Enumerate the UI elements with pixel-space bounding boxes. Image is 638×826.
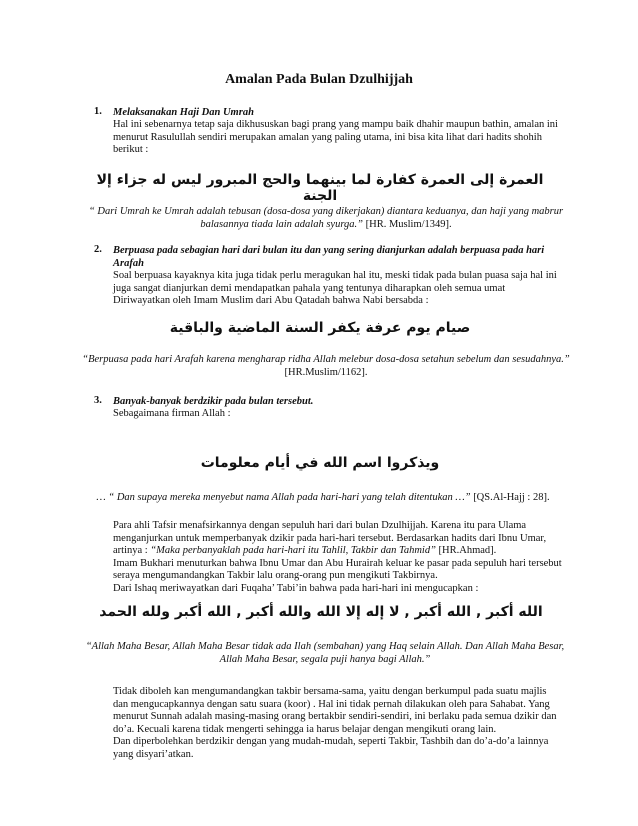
section-1-arabic-hadith: العمرة إلى العمرة كفارة لما بينهما والحج المبرور ليس له جزاء إلا الجنة xyxy=(96,172,544,204)
paragraph-line: Imam Bukhari menuturkan bahwa Ibnu Umar dan Abu Hurairah keluar ke pasar pada sepuluh hari tersebut xyxy=(113,557,562,569)
section-3-arabic-takbir: الله أكبر , الله أكبر , لا إله إلا الله والله أكبر , الله أكبر ولله الحمد xyxy=(99,604,543,620)
paragraph-line: Para ahli Tafsir menafsirkannya dengan sepuluh hari dari bulan Dzulhijjah. Karena itu para Ulama xyxy=(113,520,527,531)
section-3-intro: Sebagaimana firman Allah : xyxy=(113,408,231,419)
section-1-translation xyxy=(66,205,586,231)
paragraph-line: Dari Ishaq meriwayatkan dari Fuqaha’ Tabi’in bahwa pada hari-hari ini mengucapkan : xyxy=(113,582,479,594)
paragraph-line: Hal ini sebenarnya tetap saja dikhususkan bagi prang yang mampu baik dhahir maupun bathin, amalan ini xyxy=(113,119,558,130)
paragraph-line: juga sangat dianjurkan demi mendapatkan pahala yang tentunya diharapkan oleh semua umat xyxy=(113,282,506,294)
section-3-takbir-translation xyxy=(70,640,580,666)
paragraph-line: Soal berpuasa kayaknya kita juga tidak perlu meragukan hal itu, meski tidak pada bulan puasa saja hal ini xyxy=(113,270,557,281)
hadith-reference: [HR.Muslim/1162]. xyxy=(284,367,368,378)
hadith-reference: [HR.Ahmad]. xyxy=(435,545,497,556)
translation-line: Allah Maha Besar, segala puji hanya bagi Allah.” xyxy=(219,654,431,665)
section-3-verse-translation xyxy=(78,491,568,504)
section-2-translation xyxy=(66,353,586,379)
section-2-paragraph xyxy=(113,270,583,308)
paragraph-line: do’a. Kecuali karena tidak mengerti sehingga ia harus belajar dengan mengikuti orang lain. xyxy=(113,723,497,735)
paragraph-line: menurut Sunnah adalah masing-masing orang bertakbir sendiri-sendiri, ini berlaku pada semua dzikir dan xyxy=(113,711,557,722)
paragraph-line: dan mengucapkannya dengan satu suara (koor) . Hal ini tidak pernah dilakukan oleh para Sahabat. Yang xyxy=(113,698,550,710)
paragraph-line: Tidak diboleh kan mengumandangkan takbir bersama-sama, yaitu dengan berkumpul pada suatu majlis xyxy=(113,686,547,697)
paragraph-line: Dan diperbolehkan berdzikir dengan yang mudah-mudah, seperti Takbir, Tashbih dan do’a-do’a lainnya xyxy=(113,736,549,747)
heading-line: Berpuasa pada sebagian hari dari bulan itu dan yang sering dianjurkan adalah berpuasa pada hari xyxy=(113,245,545,256)
translation-line: “Berpuasa pada hari Arafah karena mengharap ridha Allah melebur dosa-dosa setahun sebelum dan sesudahnya.” xyxy=(82,354,570,365)
paragraph-line: Diriwayatkan oleh Imam Muslim dari Abu Qatadah bahwa Nabi bersabda : xyxy=(113,295,429,306)
translation-line: balasannya tiada lain adalah syurga.” xyxy=(200,219,366,230)
section-1-heading: Melaksanakan Haji Dan Umrah xyxy=(113,107,254,118)
paragraph-line: berikut : xyxy=(113,144,149,155)
translation-line: … “ Dan supaya mereka menyebut nama Allah pada hari-hari yang telah ditentukan …” xyxy=(96,492,474,503)
section-3-number: 3. xyxy=(94,395,102,406)
section-2-arabic-hadith: صيام يوم عرفة يكفر السنة الماضية والباقية xyxy=(169,320,471,336)
section-1-number: 1. xyxy=(94,106,102,117)
page-title: Amalan Pada Bulan Dzulhijjah xyxy=(225,72,413,87)
hadith-reference: [HR. Muslim/1349]. xyxy=(365,219,452,230)
hadith-quote: “Maka perbanyaklah pada hari-hari itu Tahlil, Takbir dan Tahmid” xyxy=(150,545,436,556)
heading-line: Arafah xyxy=(113,258,144,269)
verse-reference: [QS.Al-Hajj : 28]. xyxy=(473,492,550,503)
section-3-paragraph-2 xyxy=(113,520,583,595)
paragraph-line: menganjurkan untuk memperbanyak dzikir pada hari-hari tersebut. Berdasarkan hadits dari Ibnu Umar, xyxy=(113,532,547,544)
translation-line: “Allah Maha Besar, Allah Maha Besar tidak ada Ilah (sembahan) yang Haq selain Allah. Dan Allah Maha Besar, xyxy=(85,641,565,652)
paragraph-text: artinya : xyxy=(113,545,151,556)
translation-line: “ Dari Umrah ke Umrah adalah tebusan (dosa-dosa yang dikerjakan) diantara keduanya, dan haji yang mabrur xyxy=(88,206,564,217)
paragraph-line: menurut Rasulullah sendiri merupakan amalan yang paling utama, ini bisa kita lihat dari hadits shohih xyxy=(113,131,542,143)
section-3-paragraph-3 xyxy=(113,686,583,761)
section-1-paragraph xyxy=(113,119,583,157)
section-3-heading: Banyak-banyak berdzikir pada bulan tersebut. xyxy=(113,396,314,407)
section-3-arabic-verse: ويذكروا اسم الله في أيام معلومات xyxy=(200,455,440,471)
paragraph-line: yang disyari’atkan. xyxy=(113,748,194,760)
section-2-number: 2. xyxy=(94,244,102,255)
section-2-heading xyxy=(113,244,583,270)
paragraph-line: seraya mengumandangkan Takbir lalu orang-orang pun mengikuti Takbirnya. xyxy=(113,570,438,581)
